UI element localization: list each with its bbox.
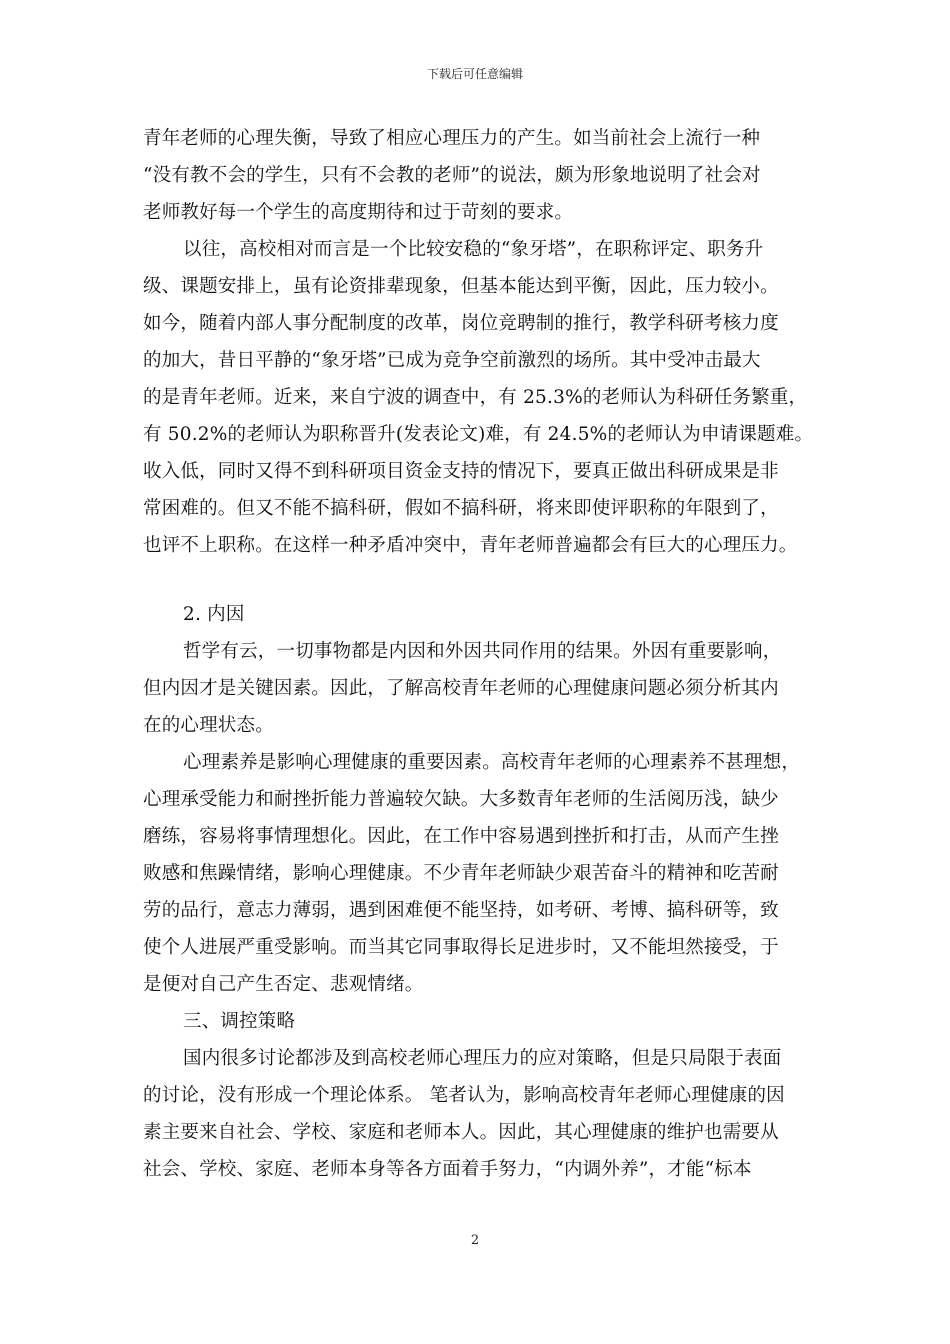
- text-line: 在的心理状态。: [143, 715, 274, 736]
- section-heading: 2. 内因: [183, 604, 245, 625]
- text-line: 收入低，同时又得不到科研项目资金支持的情况下，要真正做出科研成果是非: [143, 461, 779, 482]
- text-line: 的讨论，没有形成一个理论体系。 笔者认为，影响高校青年老师心理健康的因: [143, 1085, 785, 1106]
- text-line: 的加大，昔日平静的“象牙塔”已成为竞争空前激烈的场所。其中受冲击最大: [143, 350, 761, 371]
- text-line: 如今，随着内部人事分配制度的改革，岗位竞聘制的推行，教学科研考核力度: [143, 313, 779, 334]
- text-line: 心理素养是影响心理健康的重要因素。高校青年老师的心理素养不甚理想，: [183, 752, 801, 773]
- text-line: 社会、学校、家庭、老师本身等各方面着手努力，“内调外养”，才能“标本: [143, 1159, 752, 1180]
- text-line: 败感和焦躁情绪，影响心理健康。不少青年老师缺少艰苦奋斗的精神和吃苦耐: [143, 863, 779, 884]
- text-line: 有 50.2%的老师认为职称晋升(发表论文)难，有 24.5%的老师认为申请课题难。: [143, 424, 814, 445]
- text-line: 哲学有云，一切事物都是内因和外因共同作用的结果。外因有重要影响，: [183, 641, 782, 662]
- page-number: 2: [470, 1233, 480, 1248]
- text-line: 老师教好每一个学生的高度期待和过于苛刻的要求。: [143, 202, 574, 223]
- text-line: 级、课题安排上，虽有论资排辈现象，但基本能达到平衡，因此，压力较小。: [143, 276, 779, 297]
- text-line: 的是青年老师。近来，来自宁波的调查中，有 25.3%的老师认为科研任务繁重，: [143, 387, 808, 408]
- paragraph-gap: [143, 564, 823, 596]
- text-line: 是便对自己产生否定、悲观情绪。: [143, 974, 424, 995]
- page-header: 下载后可任意编辑: [426, 67, 523, 81]
- text-line: 素主要来自社会、学校、家庭和老师本人。因此，其心理健康的维护也需要从: [143, 1122, 779, 1143]
- section-heading: 三、调控策略: [183, 1011, 296, 1032]
- text-line: 使个人进展严重受影响。而当其它同事取得长足进步时，又不能坦然接受，于: [143, 937, 779, 958]
- text-line: 青年老师的心理失衡，导致了相应心理压力的产生。如当前社会上流行一种: [143, 128, 761, 149]
- text-line: 但内因才是关键因素。因此，了解高校青年老师的心理健康问题必须分析其内: [143, 678, 779, 699]
- text-line: 磨练，容易将事情理想化。因此，在工作中容易遇到挫折和打击，从而产生挫: [143, 826, 779, 847]
- text-line: 以往，高校相对而言是一个比较安稳的“象牙塔”，在职称评定、职务升: [183, 239, 764, 260]
- text-line: “没有教不会的学生，只有不会教的老师”的说法，颇为形象地说明了社会对: [143, 165, 761, 186]
- text-line: 也评不上职称。在这样一种矛盾冲突中，青年老师普遍都会有巨大的心理压力。: [143, 535, 798, 556]
- text-line: 心理承受能力和耐挫折能力普遍较欠缺。大多数青年老师的生活阅历浅，缺少: [143, 789, 779, 810]
- text-line: 常困难的。但又不能不搞科研，假如不搞科研，将来即使评职称的年限到了，: [143, 498, 779, 519]
- document-body: [143, 120, 823, 1188]
- text-line: 国内很多讨论都涉及到高校老师心理压力的应对策略，但是只局限于表面: [183, 1048, 782, 1069]
- text-line: 劳的品行，意志力薄弱，遇到困难便不能坚持，如考研、考博、搞科研等，致: [143, 900, 779, 921]
